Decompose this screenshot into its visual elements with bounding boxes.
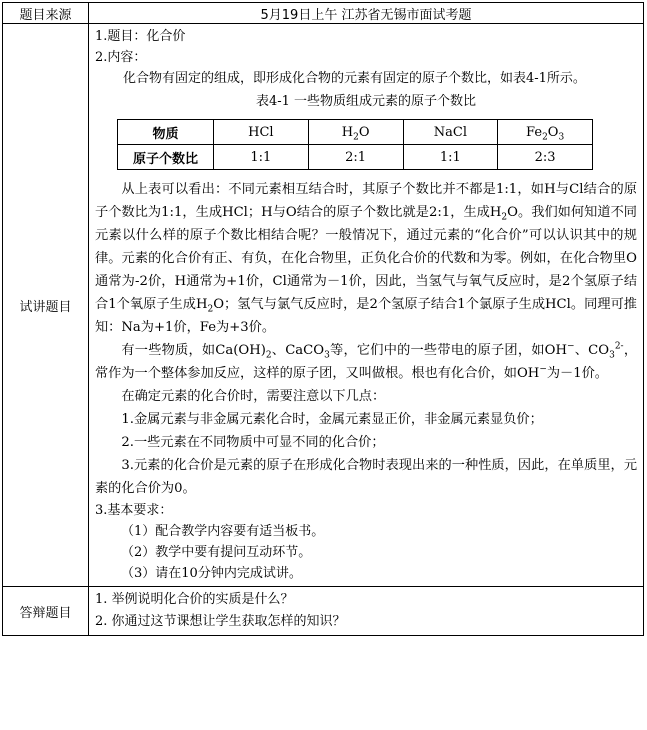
- table-row: [118, 145, 593, 170]
- note-1: 1.金属元素与非金属元素化合时，金属元素显正价，非金属元素显负价；: [121, 412, 543, 427]
- table-header-ratio: 原子个数比: [118, 145, 214, 170]
- table-cell: $H_2O$: [308, 120, 403, 145]
- requirement-3: （3）请在10分钟内完成试讲。: [121, 566, 302, 581]
- topic-line: 1.题目：化合价: [95, 29, 186, 44]
- defense-row: [3, 587, 644, 636]
- exam-sheet: [2, 2, 644, 636]
- table-cell: HCl: [214, 120, 309, 145]
- note-3: 3.元素的化合价是元素的原子在形成化合物时表现出来的一种性质，因此，在单质里，元素的化合价为0。: [95, 458, 637, 496]
- table-header-substance: 物质: [118, 120, 214, 145]
- defense-label: 答辩题目: [3, 587, 89, 636]
- intro-text: 化合物有固定的组成，即形成化合物的元素有固定的原子个数比，如表4-1所示。: [123, 71, 586, 86]
- source-value: 5月19日上午 江苏省无锡市面试考题: [89, 3, 644, 24]
- paragraph-1: 从上表可以看出：不同元素相互结合时，其原子个数比并不都是1:1，如H与Cl结合的原子个数比为1:1，生成HCl；H与O结合的原子个数比就是2:1，生成$H_2O$。我们如何知道不同元素以什么样的原子个数比相结合呢？一般情况下，通过元素的“化合价”可以认识其中的规律。元素的化合价有正、有负，在化合物里，正负化合价的代数和为零。例如，在化合物里O通常为-2价，H通常为+1价，Cl通常为－1价，因此，当氢气与氧气反应时，是2个氢原子结合1个氧原子生成$H_2O$；氢气与氯气反应时，是2个氢原子结合1个氯原子生成HCl。同理可推知：Na为+1价，Fe为+3价。: [95, 182, 638, 335]
- table-cell: 2:1: [308, 145, 403, 170]
- table-cell: 1:1: [214, 145, 309, 170]
- ratio-table: [117, 119, 593, 170]
- requirement-1: （1）配合教学内容要有适当板书。: [121, 524, 325, 539]
- notes-intro: 在确定元素的化合价时，需要注意以下几点：: [121, 389, 386, 404]
- requirement-2: （2）教学中要有提问互动环节。: [121, 545, 312, 560]
- table-cell: 1:1: [403, 145, 498, 170]
- table-cell: NaCl: [403, 120, 498, 145]
- defense-question-2: 2. 你通过这节课想让学生获取怎样的知识？: [95, 614, 346, 629]
- table-caption: 表4-1 一些物质组成元素的原子个数比: [255, 94, 477, 109]
- trial-content: [89, 24, 644, 587]
- trial-row: [3, 24, 644, 587]
- requirements-label: 3.基本要求：: [95, 503, 173, 518]
- table-cell: $Fe_2O_3$: [498, 120, 593, 145]
- source-label: 题目来源: [3, 3, 89, 24]
- table-cell: 2:3: [498, 145, 593, 170]
- content-label: 2.内容：: [95, 50, 147, 65]
- defense-content: [89, 587, 644, 636]
- table-row: [118, 120, 593, 145]
- paragraph-2: 有一些物质，如$Ca(OH)_2$、CaCO$_3$等，它们中的一些带电的原子团，如OH−、$CO_3^{2-}$，常作为一个整体参加反应，这样的原子团，又叫做根。根也有化合价，如OH−为－1价。: [95, 341, 638, 381]
- trial-label: 试讲题目: [3, 24, 89, 587]
- source-row: [3, 3, 644, 24]
- defense-question-1: 1. 举例说明化合价的实质是什么？: [95, 592, 294, 607]
- note-2: 2.一些元素在不同物质中可显不同的化合价；: [121, 435, 385, 450]
